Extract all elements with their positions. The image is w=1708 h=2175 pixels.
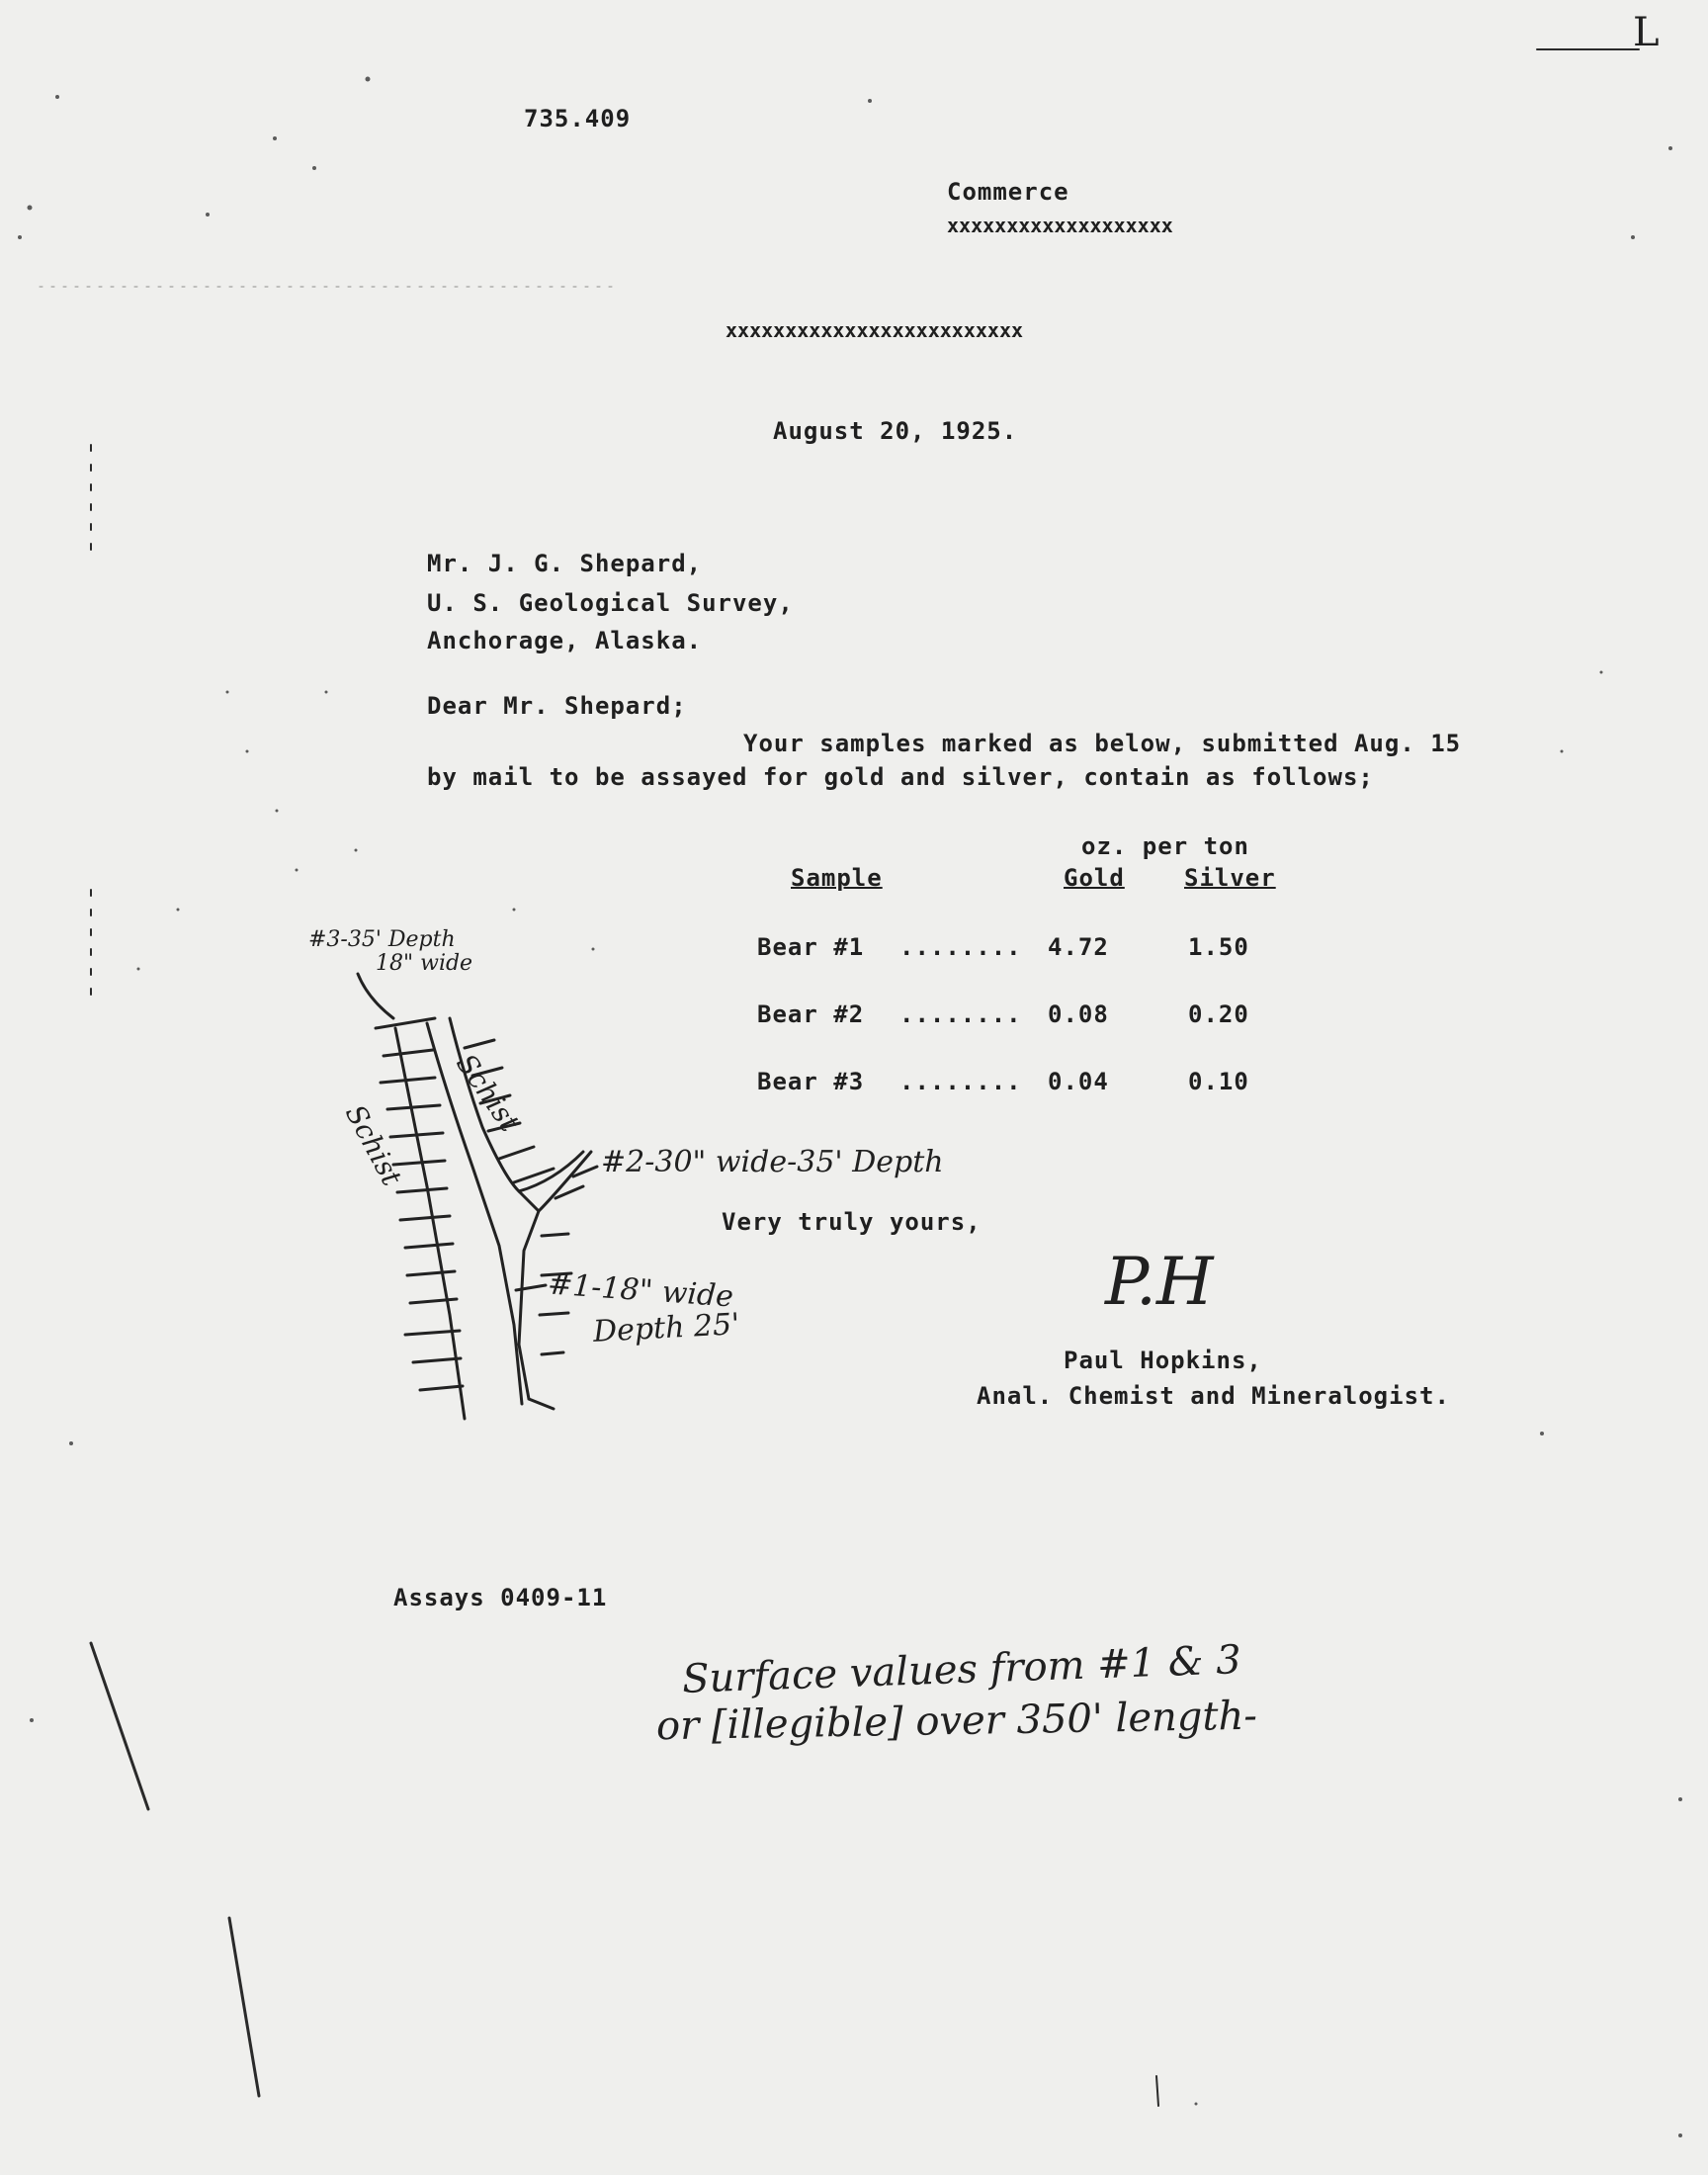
- gold-value: 4.72: [1048, 933, 1109, 961]
- recipient-line-1: Mr. J. G. Shepard,: [427, 550, 703, 577]
- table-header-silver: Silver: [1184, 864, 1276, 892]
- sample-name: Bear #3: [757, 1068, 865, 1095]
- signature-initials: P.H: [1105, 1244, 1214, 1320]
- silver-value: 1.50: [1188, 933, 1249, 961]
- sketch-label-schist-left: Schist: [338, 1099, 409, 1191]
- handwritten-note-line-2: or [illegible] over 350' length-: [655, 1693, 1258, 1750]
- closing: Very truly yours,: [722, 1208, 982, 1236]
- body-line-2: by mail to be assayed for gold and silver, contain as follows;: [427, 763, 1374, 791]
- table-unit-label: oz. per ton: [1081, 832, 1249, 860]
- body-line-1: Your samples marked as below, submitted Aug. 15: [743, 730, 1462, 757]
- salutation: Dear Mr. Shepard;: [427, 692, 687, 720]
- signer-name: Paul Hopkins,: [1064, 1347, 1262, 1374]
- sketch-label-1-width: #1-18" wide: [547, 1266, 735, 1315]
- assays-reference: Assays 0409-11: [393, 1584, 608, 1611]
- dot-leader: ........: [899, 1068, 1022, 1095]
- sketch-label-schist-right: Schist: [449, 1048, 527, 1138]
- handwritten-note-line-1: Surface values from #1 & 3: [681, 1637, 1242, 1702]
- letter-date: August 20, 1925.: [773, 417, 1018, 445]
- table-header-gold: Gold: [1064, 864, 1125, 892]
- sample-name: Bear #2: [757, 1000, 865, 1028]
- struck-line-1: xxxxxxxxxxxxxxxxxxx: [947, 214, 1173, 237]
- struck-line-2: xxxxxxxxxxxxxxxxxxxxxxxxx: [726, 318, 1024, 342]
- sample-name: Bear #1: [757, 933, 865, 961]
- recipient-line-3: Anchorage, Alaska.: [427, 627, 703, 654]
- department-heading: Commerce: [947, 178, 1069, 206]
- table-header-sample: Sample: [791, 864, 883, 892]
- sketch-label-1-depth: Depth 25': [592, 1307, 741, 1349]
- gold-value: 0.04: [1048, 1068, 1109, 1095]
- recipient-line-2: U. S. Geological Survey,: [427, 589, 794, 617]
- gold-value: 0.08: [1048, 1000, 1109, 1028]
- dot-leader: ........: [899, 933, 1022, 961]
- sketch-label-3-depth: #3-35' Depth: [308, 927, 456, 952]
- corner-mark: L: [1633, 10, 1660, 55]
- sketch-label-2: #2-30" wide-35' Depth: [601, 1145, 944, 1179]
- file-number: 735.409: [524, 105, 632, 132]
- sketch-label-3-width: 18" wide: [376, 951, 473, 976]
- silver-value: 0.10: [1188, 1068, 1249, 1095]
- dot-leader: ........: [899, 1000, 1022, 1028]
- signer-title: Anal. Chemist and Mineralogist.: [977, 1382, 1450, 1410]
- silver-value: 0.20: [1188, 1000, 1249, 1028]
